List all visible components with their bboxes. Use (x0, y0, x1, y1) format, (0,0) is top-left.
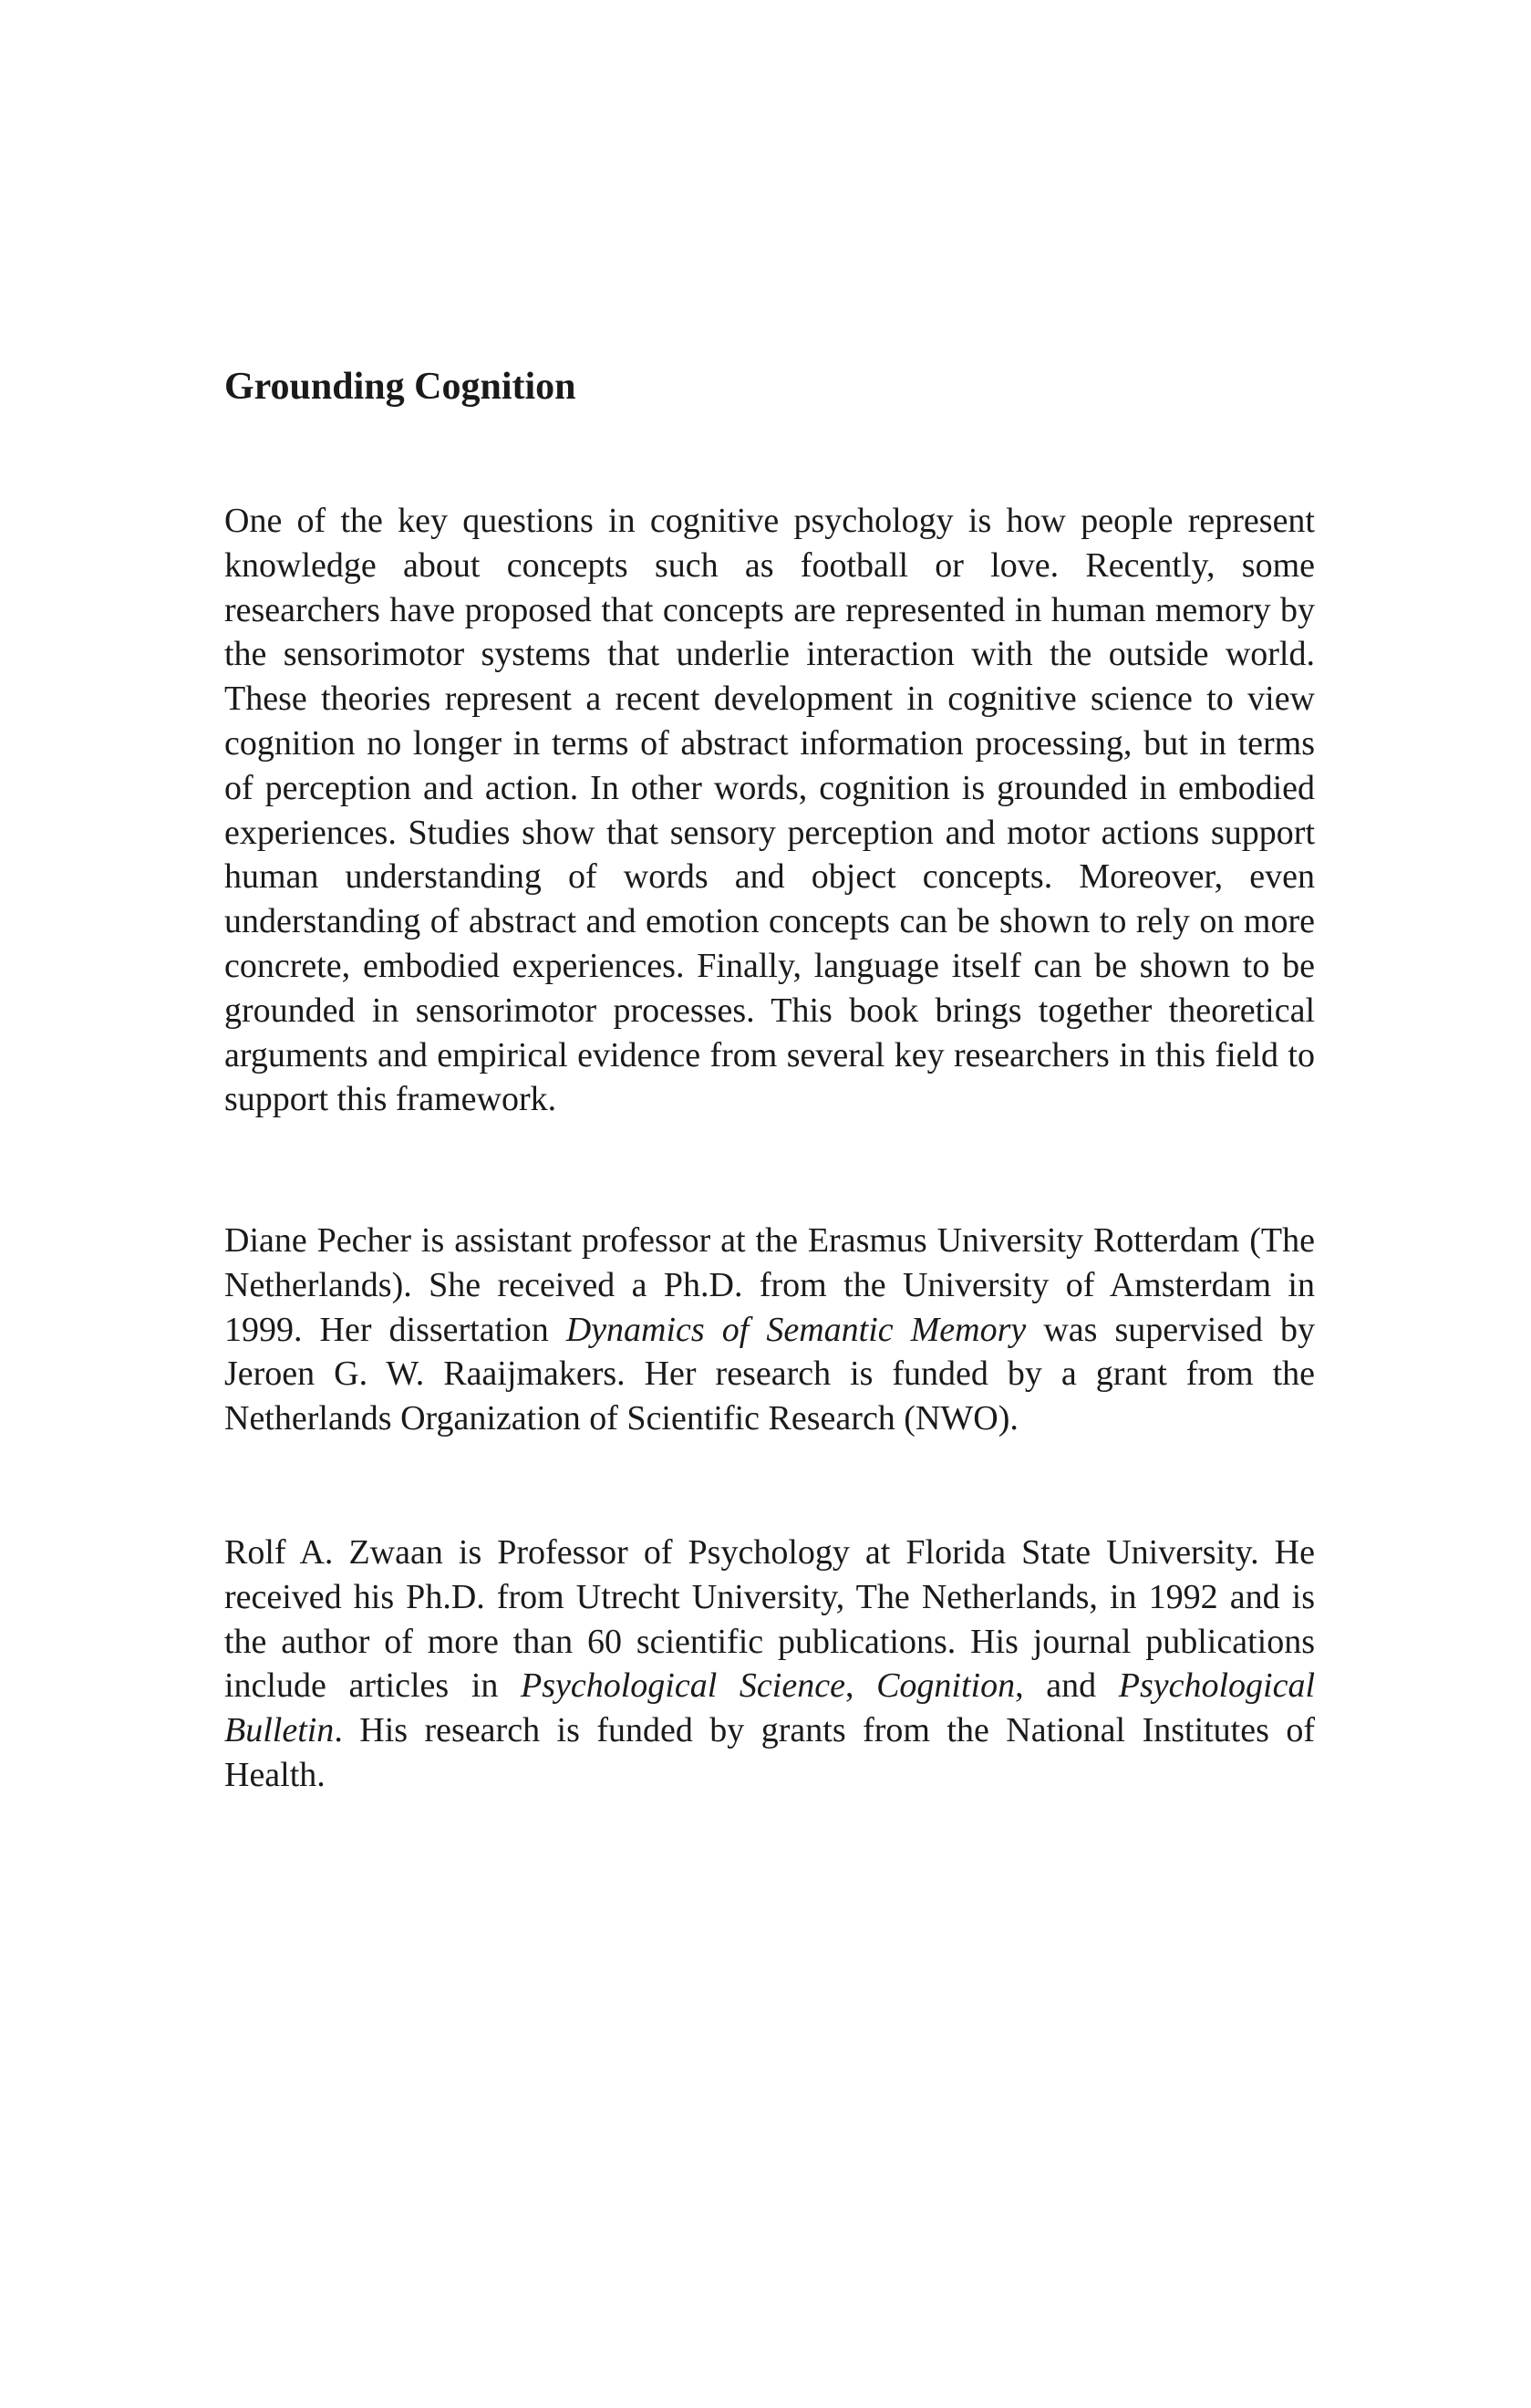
author-bio-pecher (224, 1219, 1315, 1441)
journal-title: Cognition (876, 1666, 1016, 1706)
journal-title: Psychological Bulletin (224, 1666, 1316, 1750)
bio-text: Rolf A. Zwaan is Professor of Psychology at Florida State University. He received his Ph.D. from Utrecht University, The Netherlands, in 1992 and is the author of more than 60 scientific publications. His journal publications include articles in (224, 1533, 1315, 1706)
author-bio-zwaan (224, 1531, 1315, 1798)
separator: , (844, 1666, 877, 1706)
bio-text: . His research is funded by grants from the National Institutes of Health. (224, 1711, 1315, 1794)
book-description: One of the key questions in cognitive psychology is how people represent knowledge about concepts such as football or love. Recently, some researchers have proposed that concepts are represented in human memory by the sensorimotor systems that underlie interaction with the outside world. These theories represent a recent development in cognitive science to view cognition no longer in terms of abstract information processing, but in terms of perception and action. In other words, cognition is grounded in embodied experiences. Studies show that sensory perception and motor actions support human understanding of words and object concepts. Moreover, even understanding of abstract and emotion concepts can be shown to rely on more concrete, embodied experiences. Finally, language itself can be shown to be grounded in sensorimotor processes. This book brings together theoretical arguments and empirical evidence from several key researchers in this field to support this framework. (224, 502, 1315, 1119)
dissertation-title: Dynamics of Semantic Memory (565, 1310, 1027, 1349)
bio-text: was supervised by Jeroen G. W. Raaijmakers. Her research is funded by a grant from the Netherlands Organization of Scientific Research (NWO). (224, 1310, 1315, 1438)
page-title: Grounding Cognition (224, 366, 576, 408)
journal-title: Psychological Science (521, 1666, 845, 1706)
bio-text: Diane Pecher is assistant professor at the Erasmus University Rotterdam (The Netherlands). She received a Ph.D. from the University of Amsterdam in 1999. Her dissertation (224, 1221, 1315, 1349)
separator: , and (1015, 1666, 1119, 1706)
